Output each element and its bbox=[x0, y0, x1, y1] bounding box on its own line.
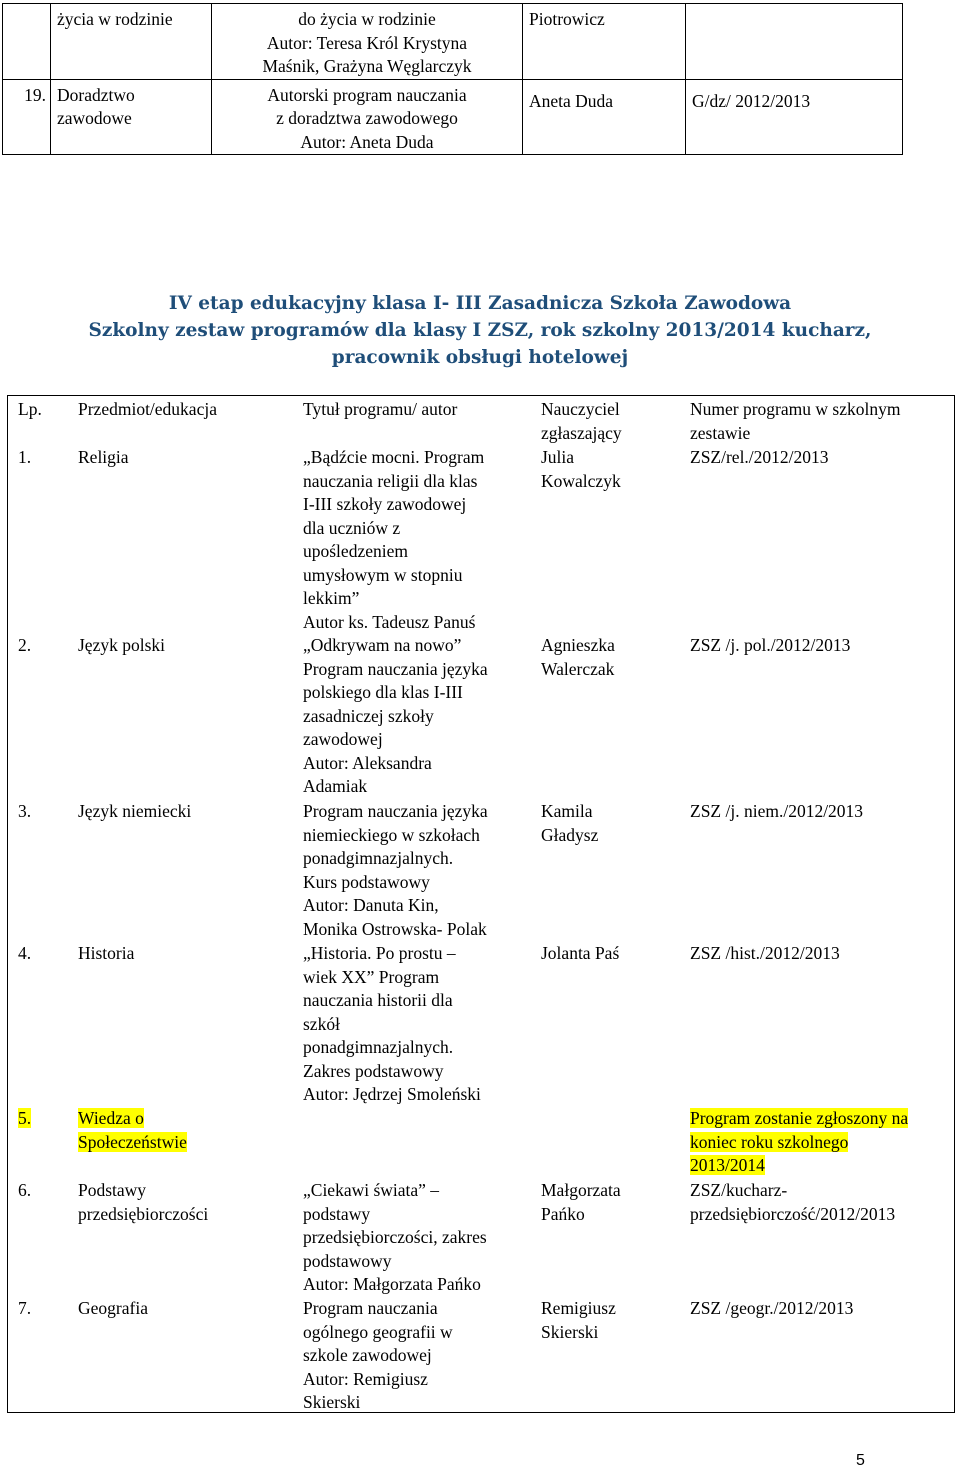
row-title: Program nauczania ogólnego geografii w szkole zawodowej Autor: Remigiusz Skierski bbox=[303, 1298, 453, 1412]
heading-line: Szkolny zestaw programów dla klasy I ZSZ, rok szkolny 2013/2014 kucharz, bbox=[88, 320, 872, 341]
table-row bbox=[3, 4, 903, 80]
highlighted-text: Wiedza o Społeczeństwie bbox=[78, 1108, 187, 1152]
row-subject: Język polski bbox=[78, 635, 166, 655]
row-title: Program nauczania języka niemieckiego w szkołach ponadgimnazjalnych. Kurs podstawowy Autor: Danuta Kin, Monika Ostrowska- Polak bbox=[303, 801, 488, 939]
page-number: 5 bbox=[856, 1452, 865, 1469]
heading-line: IV etap edukacyjny klasa I- III Zasadnicza Szkoła Zawodowa bbox=[168, 293, 792, 314]
row-lp bbox=[18, 1107, 31, 1131]
row-title: „Odkrywam na nowo” Program nauczania języka polskiego dla klas I-III zasadniczej szkoły zawodowej Autor: Aleksandra Adamiak bbox=[303, 635, 488, 796]
code-cell bbox=[686, 4, 903, 80]
header-code: Numer programu w szkolnym zestawie bbox=[690, 399, 901, 443]
row-code: ZSZ/rel./2012/2013 bbox=[690, 447, 829, 467]
row-code: ZSZ /j. niem./2012/2013 bbox=[690, 801, 864, 821]
teacher-cell: Piotrowicz bbox=[523, 4, 686, 80]
row-lp: 6. bbox=[18, 1180, 32, 1200]
row-subject: Język niemiecki bbox=[78, 801, 192, 821]
row-subject: Religia bbox=[78, 447, 129, 467]
table-row bbox=[3, 79, 903, 155]
row-lp: 1. bbox=[18, 447, 32, 467]
header-teacher: Nauczyciel zgłaszający bbox=[541, 399, 622, 443]
row-teacher: Remigiusz Skierski bbox=[541, 1298, 616, 1342]
title-cell: Autorski program nauczania z doradztwa zawodowego Autor: Aneta Duda bbox=[212, 79, 523, 155]
subject-cell: Doradztwo zawodowe bbox=[51, 79, 212, 155]
previous-page-table bbox=[2, 3, 903, 155]
row-subject: Geografia bbox=[78, 1298, 148, 1318]
row-code: ZSZ /hist./2012/2013 bbox=[690, 943, 840, 963]
lp-cell bbox=[3, 4, 51, 80]
row-teacher: Agnieszka Walerczak bbox=[541, 635, 615, 679]
row-title: „Bądźcie mocni. Program nauczania religii dla klas I-III szkoły zawodowej dla uczniów z upośledzeniem umysłowym w stopniu lekkim” Autor ks. Tadeusz Panuś bbox=[303, 447, 485, 632]
row-lp: 2. bbox=[18, 635, 32, 655]
header-lp: Lp. bbox=[18, 399, 42, 419]
row-subject: Podstawy przedsiębiorczości bbox=[78, 1180, 209, 1224]
section-heading bbox=[0, 290, 960, 371]
code-cell: G/dz/ 2012/2013 bbox=[686, 79, 903, 155]
heading-line: pracownik obsługi hotelowej bbox=[331, 347, 629, 368]
row-subject bbox=[78, 1107, 288, 1154]
title-cell: do życia w rodzinie Autor: Teresa Król Krystyna Maśnik, Grażyna Węglarczyk bbox=[212, 4, 523, 80]
row-title: „Historia. Po prostu – wiek XX” Program nauczania historii dla szkół ponadgimnazjalnych. Zakres podstawowy Autor: Jędrzej Smoleński bbox=[303, 943, 481, 1104]
row-teacher: Julia Kowalczyk bbox=[541, 447, 621, 491]
row-code bbox=[690, 1107, 952, 1178]
row-teacher: Małgorzata Pańko bbox=[541, 1180, 621, 1224]
row-lp: 3. bbox=[18, 801, 32, 821]
subject-cell: życia w rodzinie bbox=[51, 4, 212, 80]
row-teacher: Kamila Gładysz bbox=[541, 801, 599, 845]
highlighted-text: 5. bbox=[18, 1108, 32, 1128]
row-code: ZSZ /j. pol./2012/2013 bbox=[690, 635, 851, 655]
row-title: „Ciekawi świata” – podstawy przedsiębiorczości, zakres podstawowy Autor: Małgorzata Pańko bbox=[303, 1180, 487, 1294]
row-code: ZSZ/kucharz- przedsiębiorczość/2012/2013 bbox=[690, 1180, 896, 1224]
highlighted-text: Program zostanie zgłoszony na koniec roku szkolnego 2013/2014 bbox=[690, 1108, 909, 1175]
row-code: ZSZ /geogr./2012/2013 bbox=[690, 1298, 854, 1318]
teacher-cell: Aneta Duda bbox=[523, 79, 686, 155]
header-subject: Przedmiot/edukacja bbox=[78, 399, 217, 419]
header-title: Tytuł programu/ autor bbox=[303, 399, 458, 419]
row-lp: 7. bbox=[18, 1298, 32, 1318]
row-teacher: Jolanta Paś bbox=[541, 943, 620, 963]
lp-cell: 19. bbox=[3, 79, 51, 155]
row-lp: 4. bbox=[18, 943, 32, 963]
row-subject: Historia bbox=[78, 943, 135, 963]
